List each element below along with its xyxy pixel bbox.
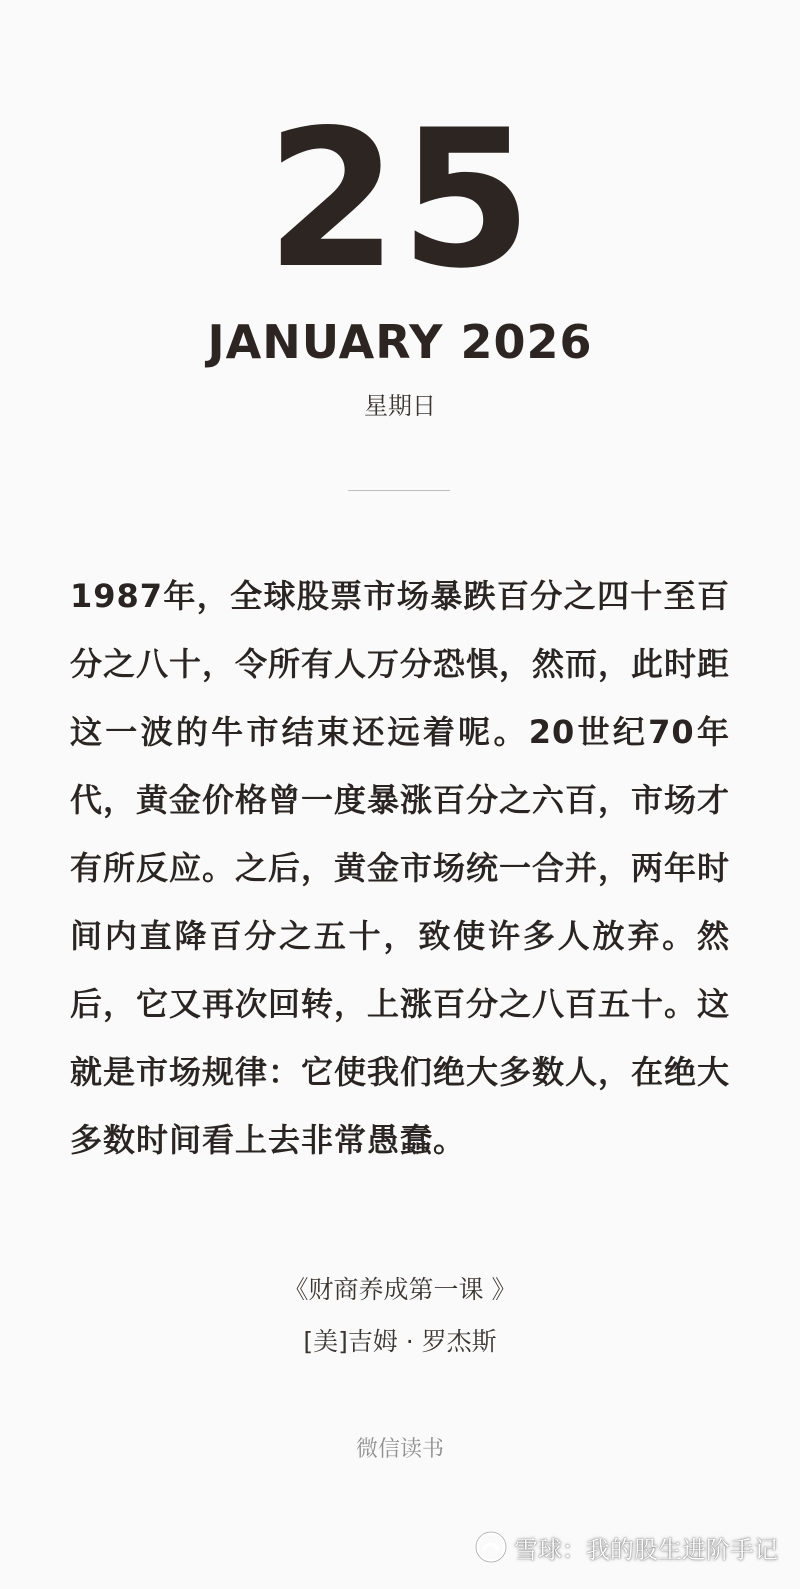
book-author: [美]吉姆 · 罗杰斯 bbox=[303, 1327, 497, 1356]
app-name: 微信读书 bbox=[355, 1437, 444, 1462]
divider bbox=[348, 490, 450, 491]
watermark-text: 雪球：我的股生进阶手记 bbox=[514, 1535, 778, 1564]
quote-text: 1987年，全球股票市场暴跌百分之四十至百分之八十，令所有人万分恐惧，然而，此时距这一波的牛市结束还远着呢。20世纪70年代，黄金价格曾一度暴涨百分之六百，市场才有所反应。之后，黄金市场统一合并，两年时间内直降百分之五十，致使许多人放弃。然后，它又再次回转，上涨百分之八百五十。这就是市场规律：它使我们绝大多数人，在绝大多数时间看上去非常愚蠢。 bbox=[70, 577, 731, 1159]
book-title: 《财商养成第一课 》 bbox=[283, 1275, 517, 1304]
watermark bbox=[474, 1522, 778, 1572]
month-year: JANUARY 2026 bbox=[207, 315, 593, 369]
snowball-logo-icon bbox=[474, 1530, 508, 1564]
weekday: 星期日 bbox=[364, 392, 436, 420]
date-number: 25 bbox=[265, 89, 535, 310]
